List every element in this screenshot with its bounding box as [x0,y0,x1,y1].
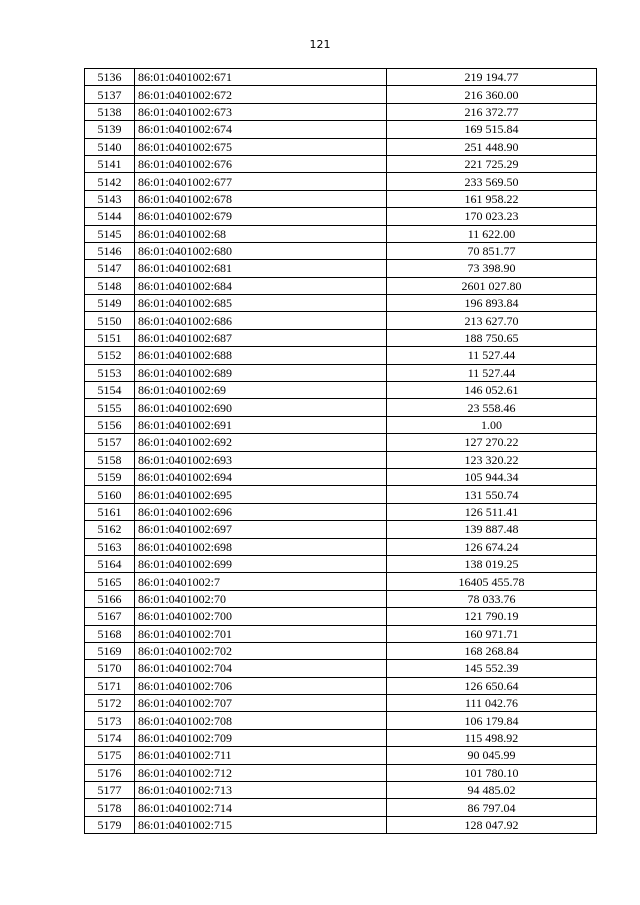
table-row [85,642,597,659]
cadastral-value-cell: 126 650.64 [387,677,597,694]
cadastral-number-cell: 86:01:0401002:689 [135,364,387,381]
table-body [85,69,597,834]
row-number-cell: 5138 [85,103,135,120]
row-number-cell: 5149 [85,295,135,312]
cadastral-number-cell: 86:01:0401002:678 [135,190,387,207]
cadastral-number-cell: 86:01:0401002:696 [135,503,387,520]
table-row [85,451,597,468]
cadastral-value-cell: 126 511.41 [387,503,597,520]
cadastral-number-cell: 86:01:0401002:702 [135,642,387,659]
cadastral-number-cell: 86:01:0401002:690 [135,399,387,416]
row-number-cell: 5146 [85,242,135,259]
table-row [85,608,597,625]
cadastral-number-cell: 86:01:0401002:7 [135,573,387,590]
row-number-cell: 5140 [85,138,135,155]
cadastral-number-cell: 86:01:0401002:712 [135,764,387,781]
table-row [85,695,597,712]
row-number-cell: 5137 [85,86,135,103]
cadastral-number-cell: 86:01:0401002:68 [135,225,387,242]
cadastral-number-cell: 86:01:0401002:688 [135,347,387,364]
table-row [85,155,597,172]
row-number-cell: 5136 [85,69,135,86]
cadastral-value-cell: 78 033.76 [387,590,597,607]
table-row [85,225,597,242]
cadastral-value-cell: 121 790.19 [387,608,597,625]
cadastral-value-cell: 219 194.77 [387,69,597,86]
cadastral-value-cell: 111 042.76 [387,695,597,712]
row-number-cell: 5168 [85,625,135,642]
cadastral-number-cell: 86:01:0401002:672 [135,86,387,103]
cadastral-value-cell: 106 179.84 [387,712,597,729]
row-number-cell: 5164 [85,555,135,572]
cadastral-number-cell: 86:01:0401002:70 [135,590,387,607]
cadastral-value-cell: 70 851.77 [387,242,597,259]
cadastral-number-cell: 86:01:0401002:700 [135,608,387,625]
cadastral-number-cell: 86:01:0401002:706 [135,677,387,694]
table-row [85,399,597,416]
cadastral-number-cell: 86:01:0401002:69 [135,382,387,399]
cadastral-value-cell: 23 558.46 [387,399,597,416]
row-number-cell: 5144 [85,208,135,225]
cadastral-number-cell: 86:01:0401002:714 [135,799,387,816]
row-number-cell: 5178 [85,799,135,816]
table-row [85,468,597,485]
row-number-cell: 5151 [85,329,135,346]
row-number-cell: 5160 [85,486,135,503]
page-number: 121 [309,38,331,51]
cadastral-table [84,68,597,834]
row-number-cell: 5155 [85,399,135,416]
row-number-cell: 5162 [85,521,135,538]
row-number-cell: 5175 [85,747,135,764]
cadastral-value-cell: 16405 455.78 [387,573,597,590]
table-row [85,555,597,572]
cadastral-value-cell: 216 360.00 [387,86,597,103]
table-row [85,295,597,312]
row-number-cell: 5166 [85,590,135,607]
table-row [85,538,597,555]
cadastral-number-cell: 86:01:0401002:676 [135,155,387,172]
cadastral-number-cell: 86:01:0401002:711 [135,747,387,764]
cadastral-value-cell: 73 398.90 [387,260,597,277]
cadastral-number-cell: 86:01:0401002:674 [135,121,387,138]
row-number-cell: 5165 [85,573,135,590]
table-row [85,138,597,155]
table-row [85,503,597,520]
table-row [85,747,597,764]
cadastral-number-cell: 86:01:0401002:691 [135,416,387,433]
table-row [85,590,597,607]
cadastral-value-cell: 251 448.90 [387,138,597,155]
table-row [85,86,597,103]
row-number-cell: 5143 [85,190,135,207]
cadastral-number-cell: 86:01:0401002:707 [135,695,387,712]
table-row [85,260,597,277]
cadastral-value-cell: 221 725.29 [387,155,597,172]
row-number-cell: 5147 [85,260,135,277]
cadastral-value-cell: 123 320.22 [387,451,597,468]
cadastral-value-cell: 11 527.44 [387,364,597,381]
table-row [85,312,597,329]
cadastral-value-cell: 90 045.99 [387,747,597,764]
table-row [85,364,597,381]
cadastral-number-cell: 86:01:0401002:715 [135,816,387,833]
row-number-cell: 5169 [85,642,135,659]
table-row [85,816,597,833]
cadastral-value-cell: 11 527.44 [387,347,597,364]
table-row [85,573,597,590]
table-row [85,712,597,729]
cadastral-value-cell: 145 552.39 [387,660,597,677]
cadastral-value-cell: 188 750.65 [387,329,597,346]
table-row [85,799,597,816]
row-number-cell: 5174 [85,729,135,746]
cadastral-value-cell: 1.00 [387,416,597,433]
table-row [85,782,597,799]
cadastral-value-cell: 168 268.84 [387,642,597,659]
row-number-cell: 5179 [85,816,135,833]
row-number-cell: 5153 [85,364,135,381]
cadastral-value-cell: 161 958.22 [387,190,597,207]
cadastral-number-cell: 86:01:0401002:709 [135,729,387,746]
cadastral-value-cell: 128 047.92 [387,816,597,833]
cadastral-value-cell: 127 270.22 [387,434,597,451]
cadastral-number-cell: 86:01:0401002:704 [135,660,387,677]
cadastral-number-cell: 86:01:0401002:687 [135,329,387,346]
row-number-cell: 5176 [85,764,135,781]
row-number-cell: 5142 [85,173,135,190]
cadastral-value-cell: 196 893.84 [387,295,597,312]
table-row [85,660,597,677]
cadastral-number-cell: 86:01:0401002:693 [135,451,387,468]
row-number-cell: 5172 [85,695,135,712]
cadastral-number-cell: 86:01:0401002:677 [135,173,387,190]
row-number-cell: 5148 [85,277,135,294]
cadastral-value-cell: 131 550.74 [387,486,597,503]
cadastral-value-cell: 169 515.84 [387,121,597,138]
cadastral-number-cell: 86:01:0401002:684 [135,277,387,294]
table-row [85,121,597,138]
row-number-cell: 5145 [85,225,135,242]
table-row [85,677,597,694]
cadastral-value-cell: 11 622.00 [387,225,597,242]
row-number-cell: 5152 [85,347,135,364]
cadastral-value-cell: 105 944.34 [387,468,597,485]
cadastral-number-cell: 86:01:0401002:673 [135,103,387,120]
table-row [85,242,597,259]
cadastral-value-cell: 101 780.10 [387,764,597,781]
row-number-cell: 5157 [85,434,135,451]
cadastral-value-cell: 94 485.02 [387,782,597,799]
row-number-cell: 5141 [85,155,135,172]
cadastral-value-cell: 138 019.25 [387,555,597,572]
row-number-cell: 5167 [85,608,135,625]
table-row [85,173,597,190]
table-row [85,69,597,86]
cadastral-number-cell: 86:01:0401002:713 [135,782,387,799]
cadastral-value-cell: 126 674.24 [387,538,597,555]
row-number-cell: 5170 [85,660,135,677]
table-row [85,416,597,433]
cadastral-value-cell: 213 627.70 [387,312,597,329]
cadastral-value-cell: 146 052.61 [387,382,597,399]
cadastral-number-cell: 86:01:0401002:708 [135,712,387,729]
cadastral-number-cell: 86:01:0401002:695 [135,486,387,503]
cadastral-value-cell: 115 498.92 [387,729,597,746]
cadastral-number-cell: 86:01:0401002:686 [135,312,387,329]
table-row [85,625,597,642]
row-number-cell: 5159 [85,468,135,485]
cadastral-number-cell: 86:01:0401002:685 [135,295,387,312]
table-row [85,208,597,225]
table-row [85,486,597,503]
table-row [85,382,597,399]
cadastral-number-cell: 86:01:0401002:699 [135,555,387,572]
row-number-cell: 5158 [85,451,135,468]
table-row [85,347,597,364]
row-number-cell: 5177 [85,782,135,799]
cadastral-number-cell: 86:01:0401002:680 [135,242,387,259]
row-number-cell: 5139 [85,121,135,138]
row-number-cell: 5171 [85,677,135,694]
table-row [85,277,597,294]
row-number-cell: 5163 [85,538,135,555]
table-row [85,729,597,746]
cadastral-value-cell: 139 887.48 [387,521,597,538]
cadastral-value-cell: 216 372.77 [387,103,597,120]
cadastral-value-cell: 160 971.71 [387,625,597,642]
cadastral-number-cell: 86:01:0401002:679 [135,208,387,225]
cadastral-number-cell: 86:01:0401002:701 [135,625,387,642]
table-row [85,521,597,538]
row-number-cell: 5156 [85,416,135,433]
cadastral-value-cell: 2601 027.80 [387,277,597,294]
cadastral-number-cell: 86:01:0401002:671 [135,69,387,86]
cadastral-number-cell: 86:01:0401002:697 [135,521,387,538]
cadastral-number-cell: 86:01:0401002:698 [135,538,387,555]
table-row [85,434,597,451]
table-row [85,103,597,120]
cadastral-value-cell: 170 023.23 [387,208,597,225]
cadastral-value-cell: 233 569.50 [387,173,597,190]
row-number-cell: 5161 [85,503,135,520]
cadastral-value-cell: 86 797.04 [387,799,597,816]
row-number-cell: 5154 [85,382,135,399]
row-number-cell: 5150 [85,312,135,329]
table-row [85,764,597,781]
table-row [85,190,597,207]
cadastral-number-cell: 86:01:0401002:675 [135,138,387,155]
table-row [85,329,597,346]
cadastral-number-cell: 86:01:0401002:681 [135,260,387,277]
row-number-cell: 5173 [85,712,135,729]
cadastral-number-cell: 86:01:0401002:692 [135,434,387,451]
cadastral-number-cell: 86:01:0401002:694 [135,468,387,485]
